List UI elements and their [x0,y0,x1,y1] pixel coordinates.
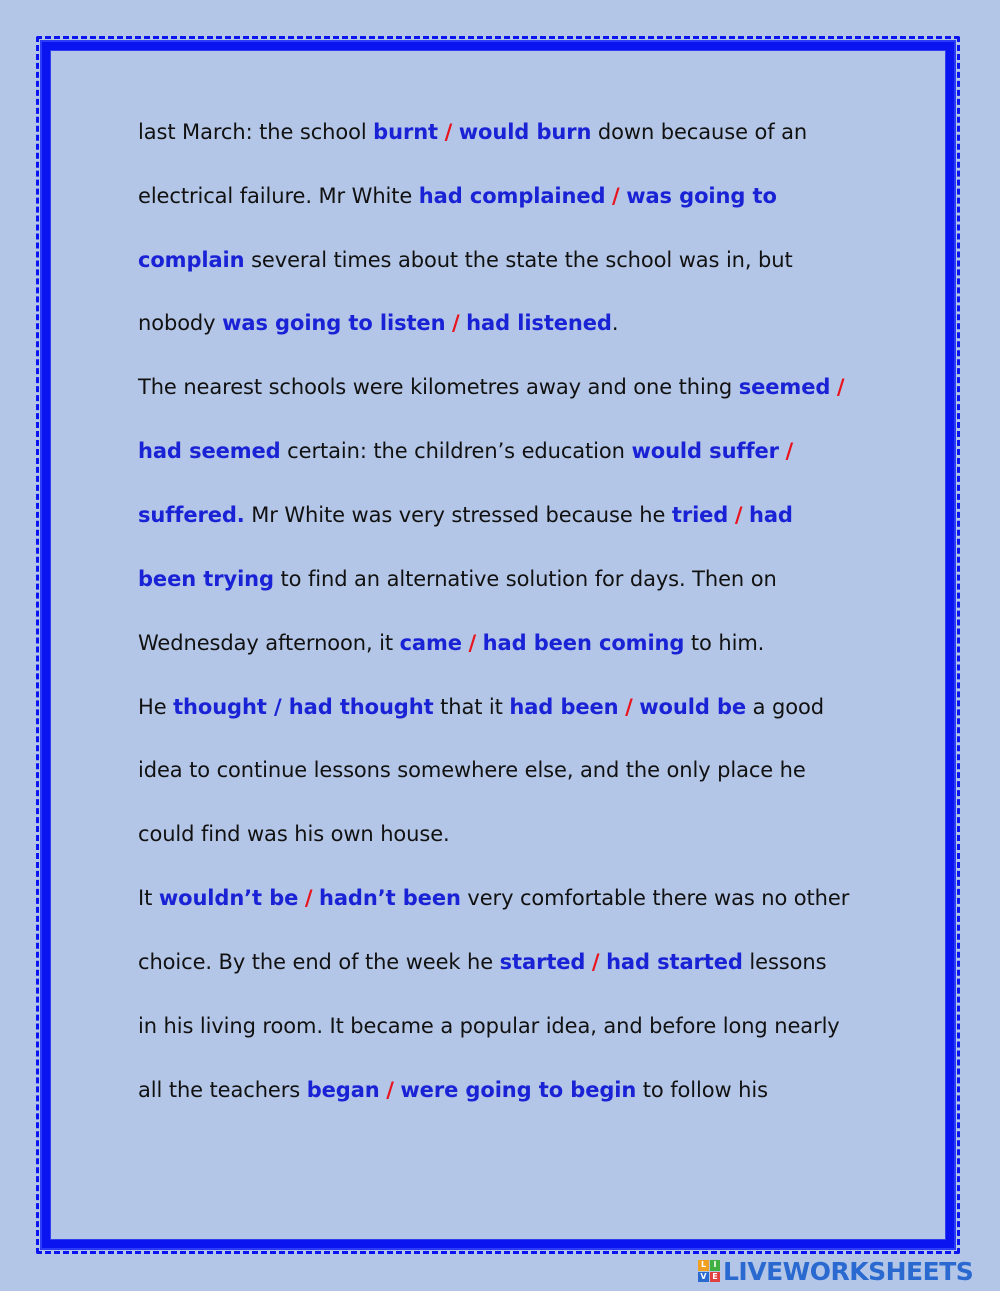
text-line [138,681,868,745]
verb-option[interactable]: thought / had thought [173,694,434,719]
verb-option[interactable]: were going to begin [400,1077,637,1102]
paragraph [138,681,868,861]
verb-option[interactable]: hadn’t been [319,886,461,911]
option-separator: / [591,949,600,974]
text-segment: nobody [138,311,223,336]
text-segment: . [611,311,619,336]
verb-option[interactable]: had complained [418,183,606,208]
text-segment: to him. [684,630,765,655]
verb-option[interactable]: burnt [373,120,438,144]
option-separator: / [444,120,453,144]
verb-option[interactable]: began [306,1077,380,1102]
text-line [138,1064,868,1116]
text-line [138,744,868,808]
text-segment: in his living room. It became a popular idea, and before long nearly [138,1013,840,1038]
option-separator: / [612,183,620,208]
verb-option[interactable]: would be [639,694,747,719]
text-segment: down because of an [591,120,808,144]
text-line [138,553,868,617]
logo-text: LIVEWORKSHEETS [723,1256,974,1286]
text-line [138,808,868,860]
text-segment: lessons [742,949,827,974]
text-segment: several times about the state the school was in, but [244,247,793,272]
option-separator: / [386,1077,394,1102]
text-segment [298,886,305,910]
verb-option[interactable]: been trying [138,566,274,591]
option-separator: / [625,694,633,719]
text-line [138,234,868,298]
text-line [138,1000,868,1064]
paragraph [138,106,868,349]
text-segment: idea to continue lessons somewhere else, and the only place he [138,758,806,783]
verb-option[interactable]: started [499,949,586,974]
text-segment: Mr White was very stressed because he [244,502,672,527]
text-segment: The nearest schools were kilometres away and one thing [138,375,739,400]
verb-option[interactable]: seemed [738,375,831,400]
text-line [138,425,868,489]
option-separator: / [734,502,743,527]
text-line [138,297,868,349]
logo-mark-letter: E [710,1272,721,1283]
verb-option[interactable]: complain [138,247,245,272]
verb-option[interactable]: had been [509,694,619,719]
verb-option[interactable]: would suffer [631,439,779,464]
text-segment [445,311,452,335]
text-segment: that it [433,694,510,719]
text-segment: electrical failure. Mr White [138,183,419,208]
text-segment [462,631,469,655]
text-segment [742,503,749,527]
verb-option[interactable]: had started [606,949,743,974]
verb-option[interactable]: had seemed [138,439,281,464]
text-segment [452,120,459,144]
text-line [138,872,868,936]
option-separator: / [304,886,313,911]
text-line [138,617,868,669]
text-segment: a good [746,694,824,719]
text-segment: could find was his own house. [138,822,450,847]
text-segment: certain: the children’s education [280,439,632,464]
option-separator: / [836,375,845,400]
text-segment: Wednesday afternoon, it [138,630,400,655]
text-segment: He [138,694,174,719]
logo-mark-letter: I [710,1260,721,1271]
verb-option[interactable]: suffered. [138,502,245,527]
text-segment: very comfortable there was no other [460,886,850,911]
text-segment: choice. By the end of the week he [138,949,500,974]
paragraph [138,361,868,668]
logo-mark-letter: L [698,1260,709,1271]
text-segment: to follow his [636,1077,768,1102]
verb-option[interactable]: had been coming [482,630,685,655]
text-segment [438,120,445,144]
logo-mark-letter: V [698,1272,709,1283]
text-segment: last March: the school [138,120,374,144]
option-separator: / [468,630,477,655]
verb-option[interactable]: wouldn’t be [158,886,299,911]
text-segment: to find an alternative solution for days. Then on [273,566,777,591]
text-line [138,170,868,234]
text-line [138,361,868,425]
verb-option[interactable]: had [748,502,793,527]
text-segment [476,631,483,655]
option-separator: / [785,439,794,464]
liveworksheets-logo-icon [698,1260,720,1282]
text-segment [585,950,592,974]
paragraph [138,872,868,1115]
verb-option[interactable]: would burn [458,120,592,144]
worksheet-text [138,106,868,1128]
text-line [138,936,868,1000]
verb-option[interactable]: had listened [466,311,612,336]
text-line [138,106,868,170]
verb-option[interactable]: was going to listen [222,311,446,336]
liveworksheets-logo [698,1257,973,1285]
verb-option[interactable]: was going to [626,183,777,208]
verb-option[interactable]: tried [671,502,729,527]
verb-option[interactable]: came [399,630,462,655]
text-segment: all the teachers [138,1077,307,1102]
text-segment: It [138,886,159,911]
text-segment [830,375,837,399]
option-separator: / [452,311,460,336]
text-line [138,489,868,553]
text-segment [728,503,735,527]
